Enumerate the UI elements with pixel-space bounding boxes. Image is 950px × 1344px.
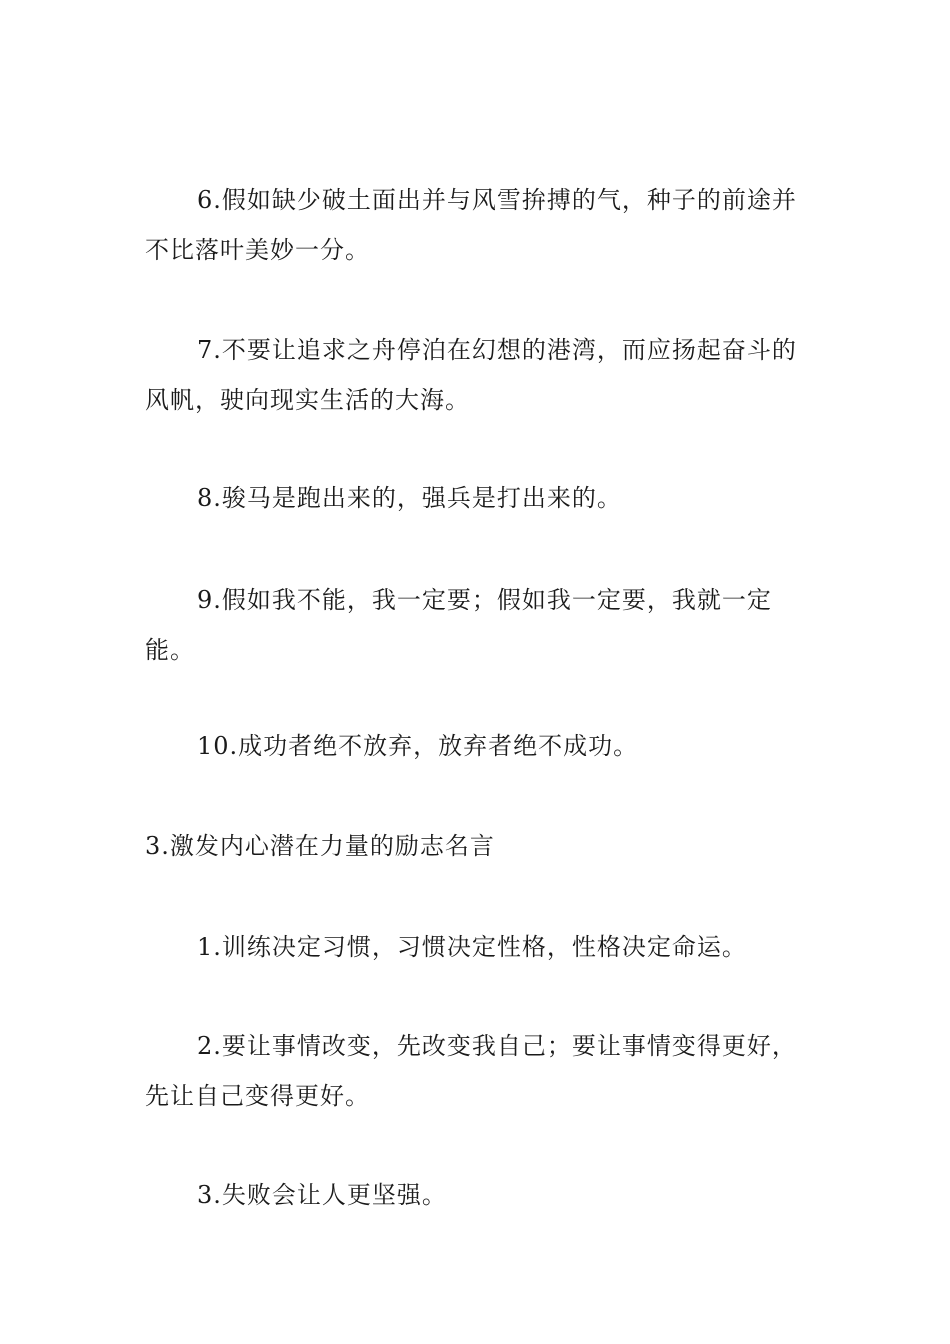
- quote-6: 6.假如缺少破土面出并与风雪拚搏的气，种子的前途并不比落叶美妙一分。: [145, 186, 797, 264]
- quote-s3-1: 1.训练决定习惯，习惯决定性格，性格决定命运。: [197, 933, 747, 961]
- quote-s3-3: 3.失败会让人更坚强。: [197, 1181, 447, 1209]
- quote-s3-2: 2.要让事情改变，先改变我自己；要让事情变得更好，先让自己变得更好。: [145, 1032, 797, 1110]
- quote-10: 10.成功者绝不放弃，放弃者绝不成功。: [197, 732, 639, 760]
- quote-8: 8.骏马是跑出来的，强兵是打出来的。: [197, 484, 622, 512]
- quote-9: 9.假如我不能，我一定要；假如我一定要，我就一定能。: [145, 586, 772, 664]
- section-heading: 3.激发内心潜在力量的励志名言: [145, 832, 495, 860]
- quote-7: 7.不要让追求之舟停泊在幻想的港湾，而应扬起奋斗的风帆，驶向现实生活的大海。: [145, 336, 797, 414]
